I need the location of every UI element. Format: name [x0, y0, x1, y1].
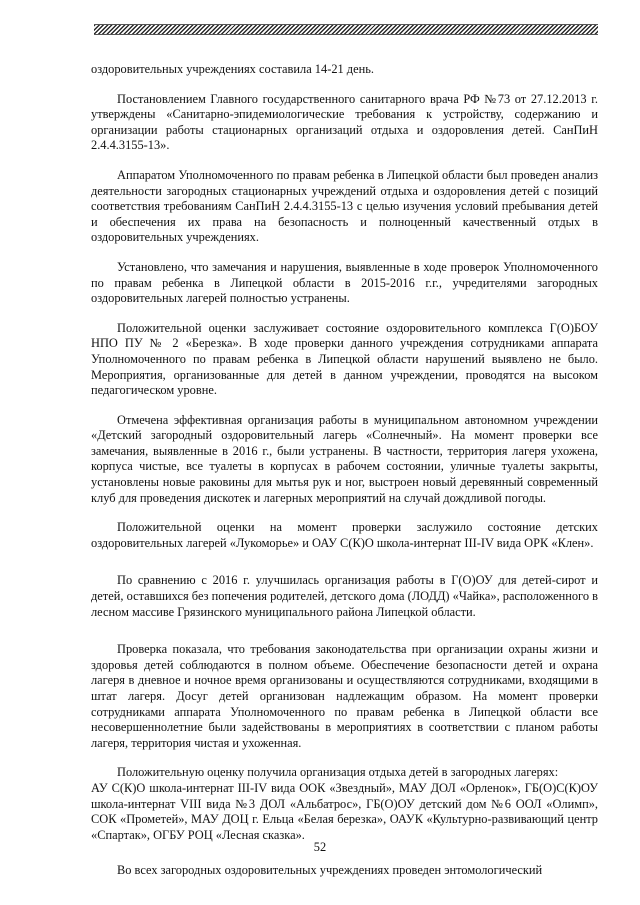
camp-list-paragraph: АУ С(К)О школа-интернат III-IV вида ООК «Звездный», МАУ ДОЛ «Орленок», ГБ(О)С(К)ОУ школа-интернат VIII вида №3 ДОЛ «Альбатрос», ГБ(О)ОУ детский дом №6 ООЛ «Олимп», СОК «Прометей», МАУ ДОЦ г. Ельца «Белая березка», ОАУК «Культурно-развивающий центр «Спартак», ОГБУ РОЦ «Лесная сказка».	[91, 780, 598, 842]
paragraph: Проверка показала, что требования законодательства при организации охраны жизни и здоровья детей соблюдаются в полном объеме. Обеспечение безопасности детей и охрана лагеря в дневное и ночное время организованы и осуществляются сотрудниками, входящими в штат лагеря. Досуг детей организован надлежащим образом. На момент проверки сотрудниками аппарата Уполномоченного по правам ребенка в Липецкой области все несовершеннолетние были задействованы в мероприятиях в соответствии с планом работы лагеря, территория чистая и ухоженная.	[91, 642, 598, 750]
paragraph: Положительную оценку получила организация отдыха детей в загородных лагерях:	[117, 765, 559, 780]
paragraph: Установлено, что замечания и нарушения, выявленные в ходе проверок Уполномоченного по правам ребенка в Липецкой области в 2015-2016 г.г., учредителями загородных оздоровительных лагерей полностью устранены.	[91, 259, 598, 306]
paragraph: Во всех загородных оздоровительных учреждениях проведен энтомологический	[117, 863, 543, 878]
document-body	[91, 62, 598, 879]
paragraph: Постановлением Главного государственного санитарного врача РФ №73 от 27.12.2013 г. утверждены «Санитарно-эпидемиологические требования к устройству, содержанию и организации работы стационарных организаций отдыха и оздоровления детей. СанПиН 2.4.4.3155-13».	[91, 91, 598, 153]
paragraph: Положительной оценки на момент проверки заслужило состояние детских оздоровительных лагерей «Лукоморье» и ОАУ С(К)О школа-интернат III-IV вида ОРК «Клен».	[91, 520, 598, 550]
paragraph: оздоровительных учреждениях составила 14-21 день.	[91, 62, 374, 76]
paragraph: Отмечена эффективная организация работы в муниципальном автономном учреждении «Детский загородный оздоровительный лагерь «Солнечный». На момент проверки все замечания, выявленные в 2016 г., были устранены. В частности, территория лагеря ухожена, корпуса чистые, все туалеты в корпусах в рабочем состоянии, уличные туалеты закрыты, установлены новые раковины для мытья рук и ног, выстроен новый деревянный современный клуб для проведения дискотек и лагерных мероприятий на случай дождливой погоды.	[91, 412, 598, 505]
paragraph: По сравнению с 2016 г. улучшилась организация работы в Г(О)ОУ для детей-сирот и детей, оставшихся без попечения родителей, детского дома (ЛОДД) «Чайка», расположенного в лесном массиве Грязинского муниципального района Липецкой области.	[91, 573, 598, 619]
header-decorative-band	[94, 24, 598, 35]
paragraph: Положительной оценки заслуживает состояние оздоровительного комплекса Г(О)БОУ НПО ПУ № 2 «Березка». В ходе проверки данного учреждения сотрудниками аппарата Уполномоченного по правам ребенка в Липецкой области нарушений выявлено не было. Мероприятия, организованные для детей в данном учреждении, проводятся на высоком педагогическом уровне.	[91, 320, 598, 398]
paragraph: Аппаратом Уполномоченного по правам ребенка в Липецкой области был проведен анализ деятельности загородных стационарных учреждений отдыха и оздоровления детей с позиций соответствия требованиям СанПиН 2.4.4.3155-13 с целью изучения условий пребывания детей и обеспечения их права на безопасность и полноценный качественный отдых в оздоровительных учреждениях.	[91, 167, 598, 245]
page-number: 52	[313, 840, 327, 854]
